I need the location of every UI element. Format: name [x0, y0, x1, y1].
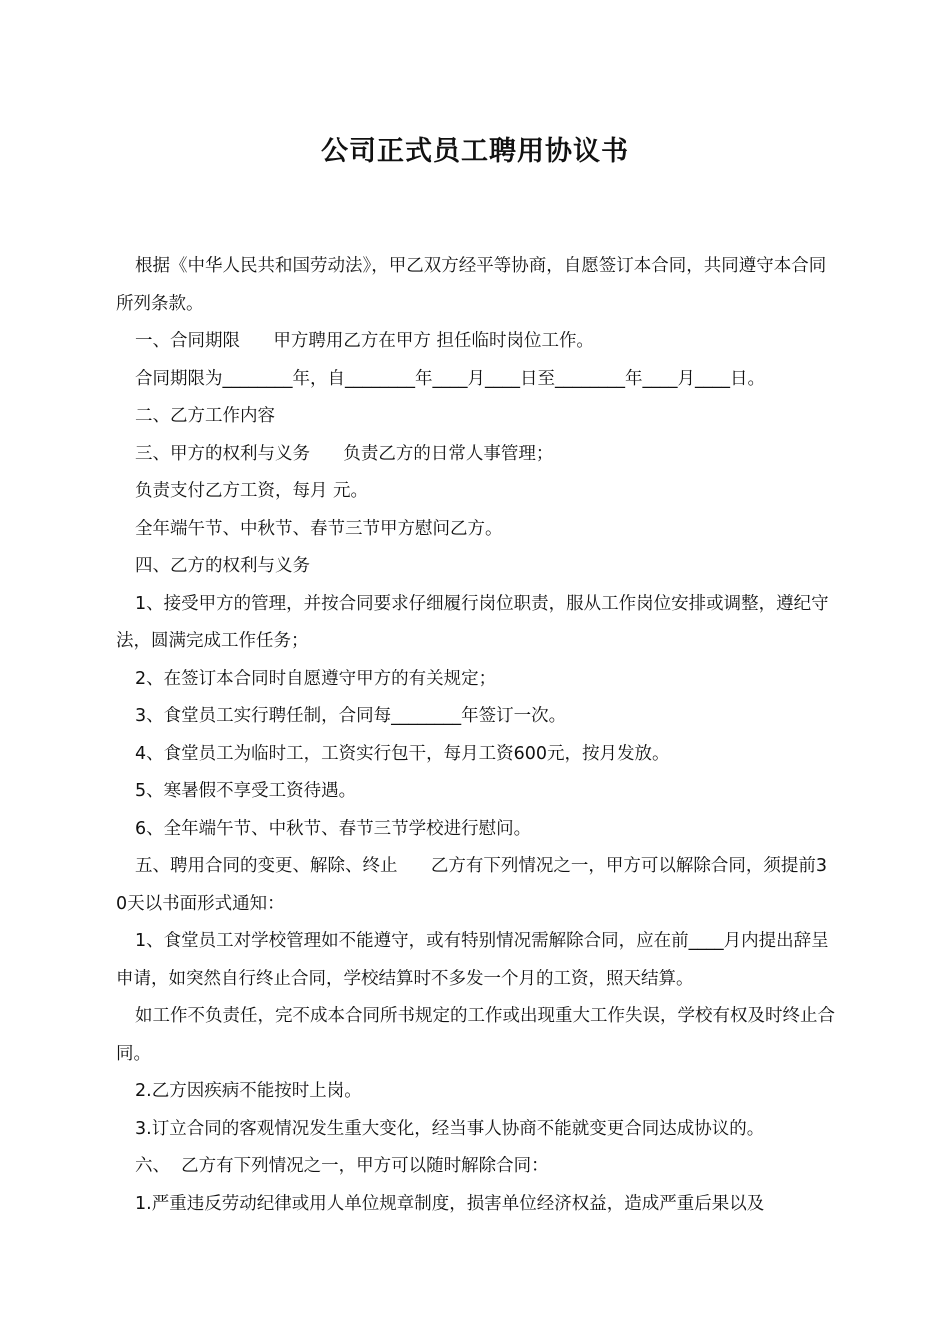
- paragraph-termination-note: 如工作不负责任，完不成本合同所书规定的工作或出现重大工作失误，学校有权及时终止合同。: [116, 1006, 835, 1064]
- paragraph-termination-item-2: 2.乙方因疾病不能按时上岗。: [135, 1081, 362, 1101]
- document-title: 公司正式员工聘用协议书: [321, 136, 629, 167]
- paragraph-employee-item-3: 3、食堂员工实行聘任制，合同每________年签订一次。: [135, 706, 567, 726]
- paragraph-employee-rights-heading: 四、乙方的权利与义务: [135, 556, 310, 576]
- paragraph-immediate-termination-heading: 六、 乙方有下列情况之一，甲方可以随时解除合同：: [135, 1156, 549, 1176]
- paragraph-employee-item-5: 5、寒暑假不享受工资待遇。: [135, 781, 357, 801]
- paragraph-salary: 负责支付乙方工资，每月 元。: [135, 481, 369, 501]
- paragraph-employee-item-2: 2、在签订本合同时自愿遵守甲方的有关规定；: [135, 668, 497, 689]
- paragraph-work-content-heading: 二、乙方工作内容: [135, 406, 275, 426]
- paragraph-festival-greeting: 全年端午节、中秋节、春节三节甲方慰问乙方。: [135, 518, 503, 539]
- paragraph-termination-item-1: 1、食堂员工对学校管理如不能遵守，或有特别情况需解除合同，应在前____月内提出辞呈申请，如突然自行终止合同，学校结算时不多发一个月的工资，照天结算。: [116, 931, 829, 989]
- paragraph-employer-rights-heading: 三、甲方的权利与义务 负责乙方的日常人事管理；: [135, 443, 554, 464]
- paragraph-immediate-termination-item-1: 1.严重违反劳动纪律或用人单位规章制度，损害单位经济权益，造成严重后果以及: [135, 1193, 765, 1214]
- paragraph-employee-item-1: 1、接受甲方的管理，并按合同要求仔细履行岗位职责，服从工作岗位安排或调整，遵纪守法，圆满完成工作任务；: [116, 593, 829, 651]
- document-body: [116, 248, 838, 1223]
- paragraph-term-dates: 合同期限为________年，自________年____月____日至________年____月____日。: [135, 368, 765, 389]
- paragraph-termination-heading: 五、聘用合同的变更、解除、终止 乙方有下列情况之一，甲方可以解除合同，须提前30天以书面形式通知：: [116, 856, 828, 914]
- paragraph-preamble: 根据《中华人民共和国劳动法》，甲乙双方经平等协商，自愿签订本合同，共同遵守本合同所列条款。: [116, 256, 827, 314]
- paragraph-employee-item-6: 6、全年端午节、中秋节、春节三节学校进行慰问。: [135, 818, 532, 839]
- paragraph-employee-item-4: 4、食堂员工为临时工，工资实行包干，每月工资600元，按月发放。: [135, 743, 670, 764]
- paragraph-termination-item-3: 3.订立合同的客观情况发生重大变化，经当事人协商不能就变更合同达成协议的。: [135, 1118, 765, 1139]
- paragraph-term-heading: 一、合同期限 甲方聘用乙方在甲方 担任临时岗位工作。: [135, 331, 594, 351]
